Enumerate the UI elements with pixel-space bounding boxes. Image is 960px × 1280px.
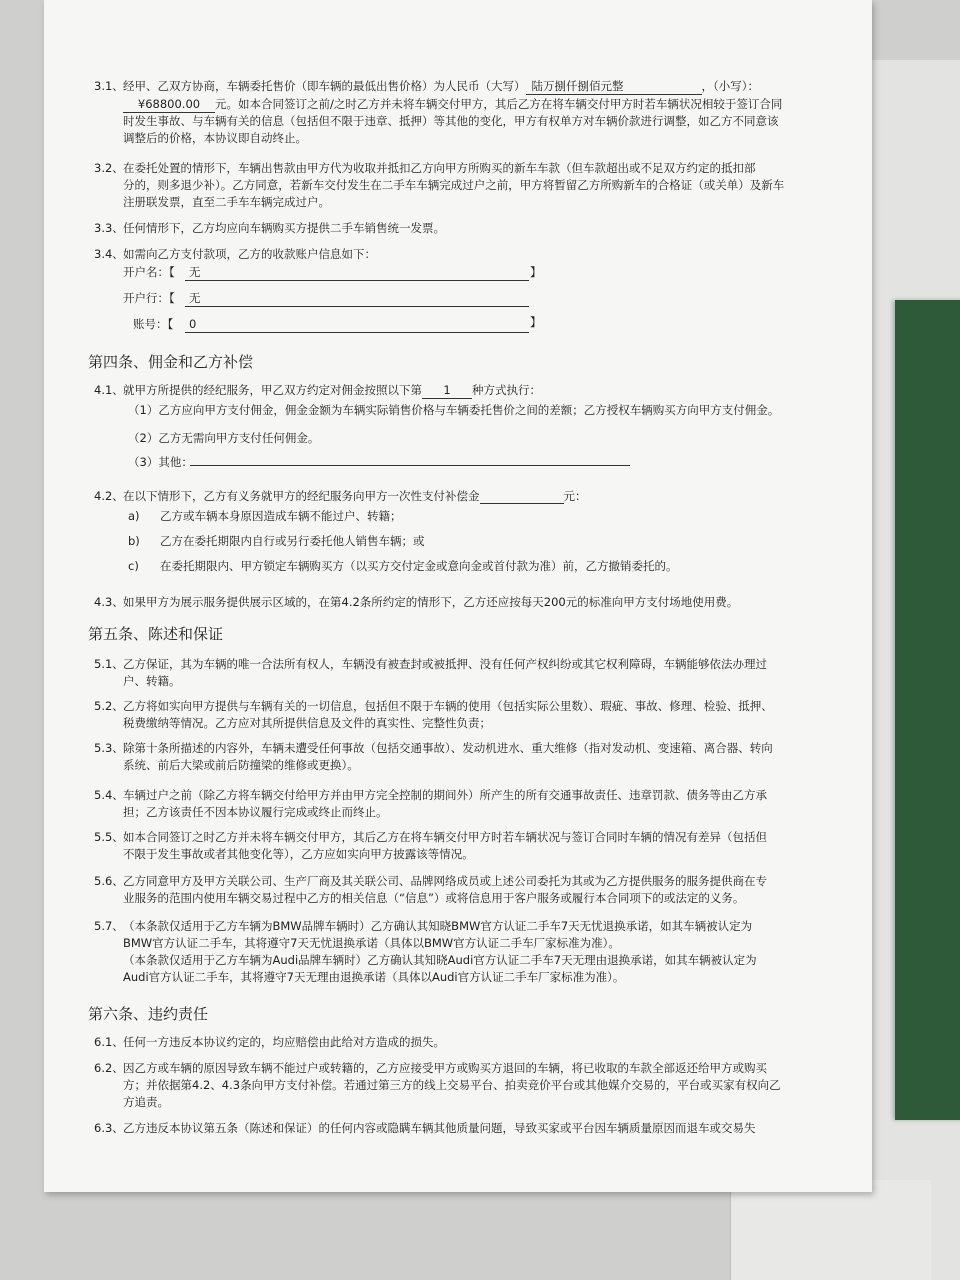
clause-text: 在委托处置的情形下，车辆出售款由甲方代为收取并抵扣乙方向甲方所购买的新车车款（但车款超出或不足双方约定的抵扣部	[123, 161, 756, 175]
account-number-value: 0	[185, 316, 529, 333]
clause-text: 系统、前后大梁或前后防撞梁的维修或更换）。	[123, 758, 359, 772]
clause-text: 乙方同意甲方及甲方关联公司、生产厂商及其关联公司、品牌网络成员或上述公司委托为其或为乙方提供服务的服务提供商在专	[123, 874, 767, 888]
clause-text: 任何一方违反本协议约定的，均应赔偿由此给对方造成的损失。	[123, 1035, 445, 1049]
clause-text: 户、转籍。	[123, 674, 181, 688]
clause-number: 3.3、	[94, 221, 124, 235]
clause-number: 4.1、	[94, 383, 124, 397]
account-holder-value: 无	[185, 264, 529, 281]
clause-number: 5.3、	[94, 741, 124, 755]
plastic-sleeve	[730, 1180, 931, 1280]
clause-number: 5.1、	[94, 657, 124, 671]
item-label: b)	[128, 534, 140, 548]
option-3-blank	[190, 456, 630, 466]
item-label: c)	[128, 559, 139, 573]
clause-text: 注册联发票，直至二手车车辆完成过户。	[123, 195, 330, 209]
clause-number: 5.6、	[94, 874, 124, 888]
clause-text: 如本合同签订之时乙方并未将车辆交付甲方，其后乙方在将车辆交付甲方时若车辆状况与签订合同时车辆的情况有差异（包括但	[123, 830, 767, 844]
clause-number: 6.2、	[94, 1061, 124, 1075]
clause-text: 车辆过户之前（除乙方将车辆交付给甲方并由甲方完全控制的期间外）所产生的所有交通事故责任、违章罚款、债务等由乙方承	[123, 788, 767, 802]
clause-text: 时发生事故、与车辆有关的信息（包括但不限于违章、抵押）等其他的变化，甲方有权单方对车辆价款进行调整，如乙方不同意该	[123, 114, 779, 128]
clause-number: 5.5、	[94, 830, 124, 844]
clause-text: ¥68800.00 元。如本合同签订之前/之时乙方并未将车辆交付甲方，其后乙方在将车辆交付甲方时若车辆状况相较于签订合同	[123, 96, 782, 113]
clause-text: 如果甲方为展示服务提供展示区域的，在第4.2条所约定的情形下，乙方还应按每天200元的标准向甲方支付场地使用费。	[123, 595, 739, 609]
clause-text: 乙方违反本协议第五条（陈述和保证）的任何内容或隐瞒车辆其他质量问题，导致买家或平台因车辆质量原因而退车或交易失	[123, 1121, 756, 1135]
clause-text: 因乙方或车辆的原因导致车辆不能过户或转籍的，乙方应接受甲方或购买方退回的车辆，将已收取的车款全部返还给甲方或购买	[123, 1061, 767, 1075]
clause-text: 方；并依据第4.2、4.3条向甲方支付补偿。若通过第三方的线上交易平台、拍卖竞价平台或其他媒介交易的，平台或买家有权向乙	[123, 1078, 781, 1092]
section-heading: 第五条、陈述和保证	[88, 625, 224, 643]
option-3: （3）其他：	[128, 455, 193, 469]
clause-text: （本条款仅适用于乙方车辆为Audi品牌车辆时）乙方确认其知晓Audi官方认证二手车7天无理由退换承诺，如其车辆被认定为	[123, 953, 757, 967]
clause-text: 乙方将如实向甲方提供与车辆有关的一切信息，包括但不限于车辆的使用（包括实际公里数）、瑕疵、事故、修理、检验、抵押、	[123, 699, 773, 713]
price-in-words: 陆万捌仟捌佰元整	[526, 78, 702, 95]
bracket-close: 】	[530, 265, 542, 279]
clause-text: 乙方保证，其为车辆的唯一合法所有权人，车辆没有被查封或被抵押、没有任何产权纠纷或其它权利障碍，车辆能够依法办理过	[123, 657, 767, 671]
section-heading: 第四条、佣金和乙方补偿	[88, 353, 254, 371]
option-1: （1）乙方应向甲方支付佣金，佣金金额为车辆实际销售价格与车辆委托售价之间的差额；乙方授权车辆购买方向甲方支付佣金。	[128, 403, 780, 417]
clause-number: 3.4、	[94, 247, 124, 261]
clause-text: 担；乙方该责任不因本协议履行完成或终止而终止。	[123, 805, 388, 819]
clause-text: 调整后的价格，本协议即自动终止。	[123, 131, 307, 145]
clause-text: 方追责。	[123, 1095, 169, 1109]
clause-number: 6.3、	[94, 1121, 124, 1135]
commission-option-choice: 1	[422, 382, 472, 399]
clause-number: 4.2、	[94, 489, 124, 503]
bracket-close: 】	[530, 315, 542, 329]
clause-text: （本条款仅适用于乙方车辆为BMW品牌车辆时）乙方确认其知晓BMW官方认证二手车7天无忧退换承诺，如其车辆被认定为	[123, 919, 753, 933]
clause-text: 不限于发生事故或者其他变化等），乙方应如实向甲方披露该等情况。	[123, 847, 474, 861]
price-in-figures: ¥68800.00	[123, 96, 215, 113]
clause-text: 任何情形下，乙方均应向车辆购买方提供二手车销售统一发票。	[123, 221, 445, 235]
clause-number: 3.2、	[94, 161, 124, 175]
clause-text: 在以下情形下，乙方有义务就甲方的经纪服务向甲方一次性支付补偿金 元：	[123, 489, 587, 503]
item-label: a)	[128, 509, 140, 523]
clause-number: 5.7、	[94, 919, 124, 933]
compensation-blank	[480, 491, 564, 504]
clause-text: 分的，则多退少补）。乙方同意，若新车交付发生在二手车车辆完成过户之前，甲方将暂留乙方所购新车的合格证（或关单）及新车	[123, 178, 785, 192]
item-text: 乙方在委托期限内自行或另行委托他人销售车辆；或	[160, 534, 425, 548]
clause-number: 3.1、	[94, 79, 124, 93]
account-holder-label: 开户名：【	[123, 265, 175, 279]
clause-number: 5.4、	[94, 788, 124, 802]
clause-text: 经甲、乙双方协商，车辆委托售价（即车辆的最低出售价格）为人民币（大写） 陆万捌仟捌佰元整 ，（小写）：	[123, 79, 759, 93]
contract-page	[44, 0, 872, 1192]
clause-text: Audi官方认证二手车，其将遵守7天无理由退换承诺（具体以Audi官方认证二手车厂家标准为准）。	[123, 970, 625, 984]
clause-text: 除第十条所描述的内容外，车辆未遭受任何事故（包括交通事故）、发动机进水、重大维修（指对发动机、变速箱、离合器、转向	[123, 741, 773, 755]
item-text: 乙方或车辆本身原因造成车辆不能过户、转籍；	[160, 509, 402, 523]
clause-number: 5.2、	[94, 699, 124, 713]
option-2: （2）乙方无需向甲方支付任何佣金。	[128, 431, 320, 445]
section-heading: 第六条、违约责任	[88, 1005, 209, 1023]
clause-number: 6.1、	[94, 1035, 124, 1049]
bank-value: 无	[185, 290, 529, 307]
green-folder	[895, 300, 960, 1120]
clause-text: BMW官方认证二手车，其将遵守7天无忧退换承诺（具体以BMW官方认证二手车厂家标准为准）。	[123, 936, 620, 950]
item-text: 在委托期限内、甲方锁定车辆购买方（以买方交付定金或意向金或首付款为准）前，乙方撤销委托的。	[160, 559, 678, 573]
clause-text: 如需向乙方支付款项，乙方的收款账户信息如下：	[123, 247, 376, 261]
clause-number: 4.3、	[94, 595, 124, 609]
clause-text: 业服务的范围内使用车辆交易过程中乙方的相关信息（“信息”）或将信息用于客户服务或履行本合同项下的或法定的义务。	[123, 891, 745, 905]
bank-label: 开户行：【	[123, 291, 175, 305]
account-number-label: 账号：【	[133, 317, 174, 331]
clause-text: 税费缴纳等情况。乙方应对其所提供信息及文件的真实性、完整性负责；	[123, 716, 491, 730]
clause-text: 就甲方所提供的经纪服务，甲乙双方约定对佣金按照以下第 1 种方式执行：	[123, 383, 541, 397]
